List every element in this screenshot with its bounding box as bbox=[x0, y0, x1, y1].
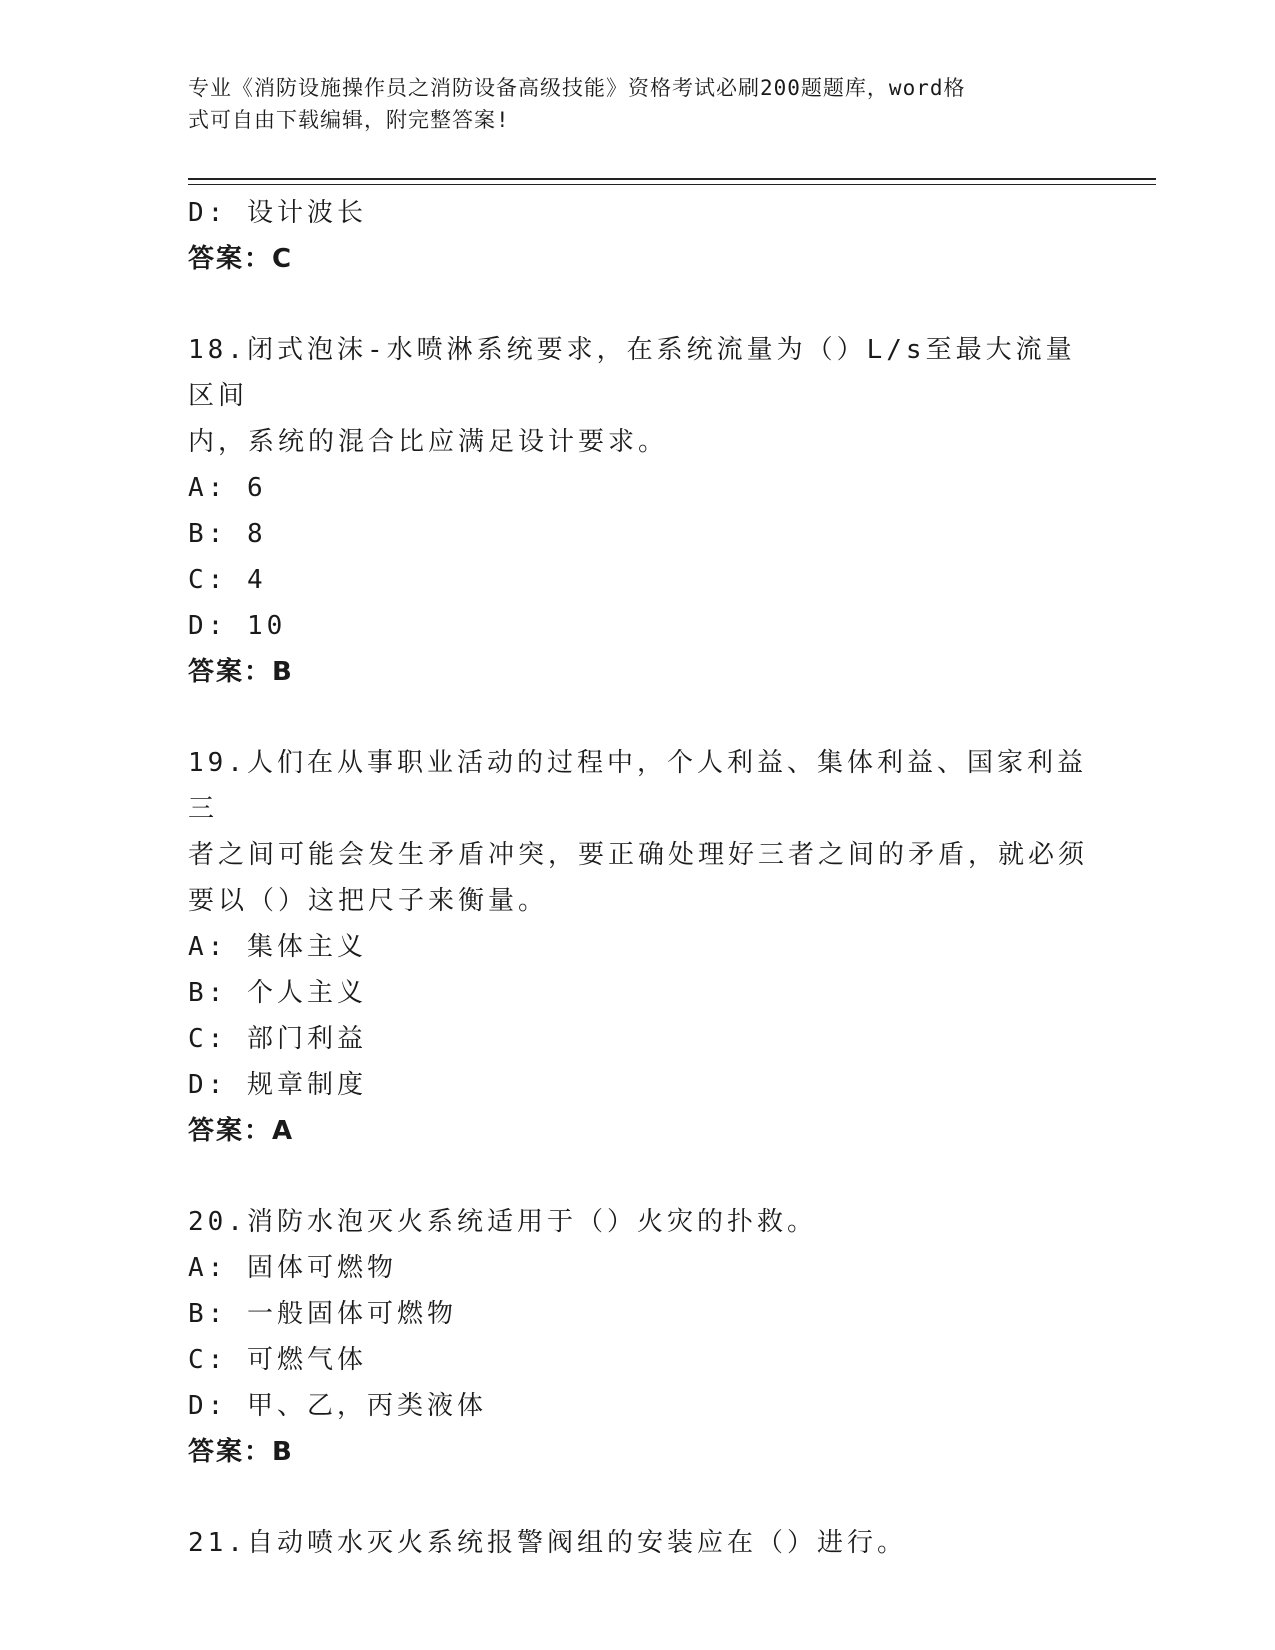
answer-line: 答案：A bbox=[188, 1116, 295, 1146]
stem-line: 者之间可能会发生矛盾冲突，要正确处理好三者之间的矛盾，就必须 bbox=[188, 840, 1089, 870]
option-a: A: 6 bbox=[188, 473, 267, 503]
stem-line: 要以（）这把尺子来衡量。 bbox=[188, 886, 549, 916]
option-b: B: 一般固体可燃物 bbox=[188, 1299, 457, 1329]
header-divider-thick bbox=[188, 178, 1156, 180]
answer-line: 答案：B bbox=[188, 657, 294, 687]
question-stem bbox=[188, 740, 1088, 924]
question-stem bbox=[188, 1520, 1088, 1566]
stem-line: 19.人们在从事职业活动的过程中，个人利益、集体利益、国家利益三 bbox=[188, 748, 1087, 824]
question-21 bbox=[188, 1520, 1088, 1566]
question-stem bbox=[188, 1199, 1088, 1245]
option-d: D: 10 bbox=[188, 611, 287, 641]
question-18 bbox=[188, 327, 1088, 695]
answer-line: 答案：B bbox=[188, 1437, 294, 1467]
question-list bbox=[188, 190, 1088, 1566]
header-divider-thin bbox=[188, 184, 1156, 185]
header-line-1: 专业《消防设施操作员之消防设备高级技能》资格考试必刷200题题库，word格 bbox=[188, 76, 966, 100]
question-stem bbox=[188, 327, 1088, 465]
stem-line: 18.闭式泡沫-水喷淋系统要求，在系统流量为（）L/s至最大流量区间 bbox=[188, 335, 1076, 411]
question-20 bbox=[188, 1199, 1088, 1475]
option-b: B: 个人主义 bbox=[188, 978, 367, 1008]
stem-line: 20.消防水泡灭火系统适用于（）火灾的扑救。 bbox=[188, 1207, 817, 1237]
header-line-2: 式可自由下载编辑，附完整答案! bbox=[188, 108, 510, 132]
option-c: C: 可燃气体 bbox=[188, 1345, 367, 1375]
option-c: C: 4 bbox=[188, 565, 267, 595]
stem-line: 内，系统的混合比应满足设计要求。 bbox=[188, 427, 669, 457]
option-d: D: 甲、乙，丙类液体 bbox=[188, 1391, 487, 1421]
option-a: A: 固体可燃物 bbox=[188, 1253, 397, 1283]
option-d: D: 规章制度 bbox=[188, 1070, 367, 1100]
option-a: A: 集体主义 bbox=[188, 932, 367, 962]
carryover-option-d: D: 设计波长 bbox=[188, 198, 367, 228]
option-c: C: 部门利益 bbox=[188, 1024, 367, 1054]
option-b: B: 8 bbox=[188, 519, 267, 549]
carryover-answer: 答案：C bbox=[188, 244, 294, 274]
document-header bbox=[188, 72, 1068, 136]
stem-line: 21.自动喷水灭火系统报警阀组的安装应在（）进行。 bbox=[188, 1528, 907, 1558]
question-19 bbox=[188, 740, 1088, 1154]
